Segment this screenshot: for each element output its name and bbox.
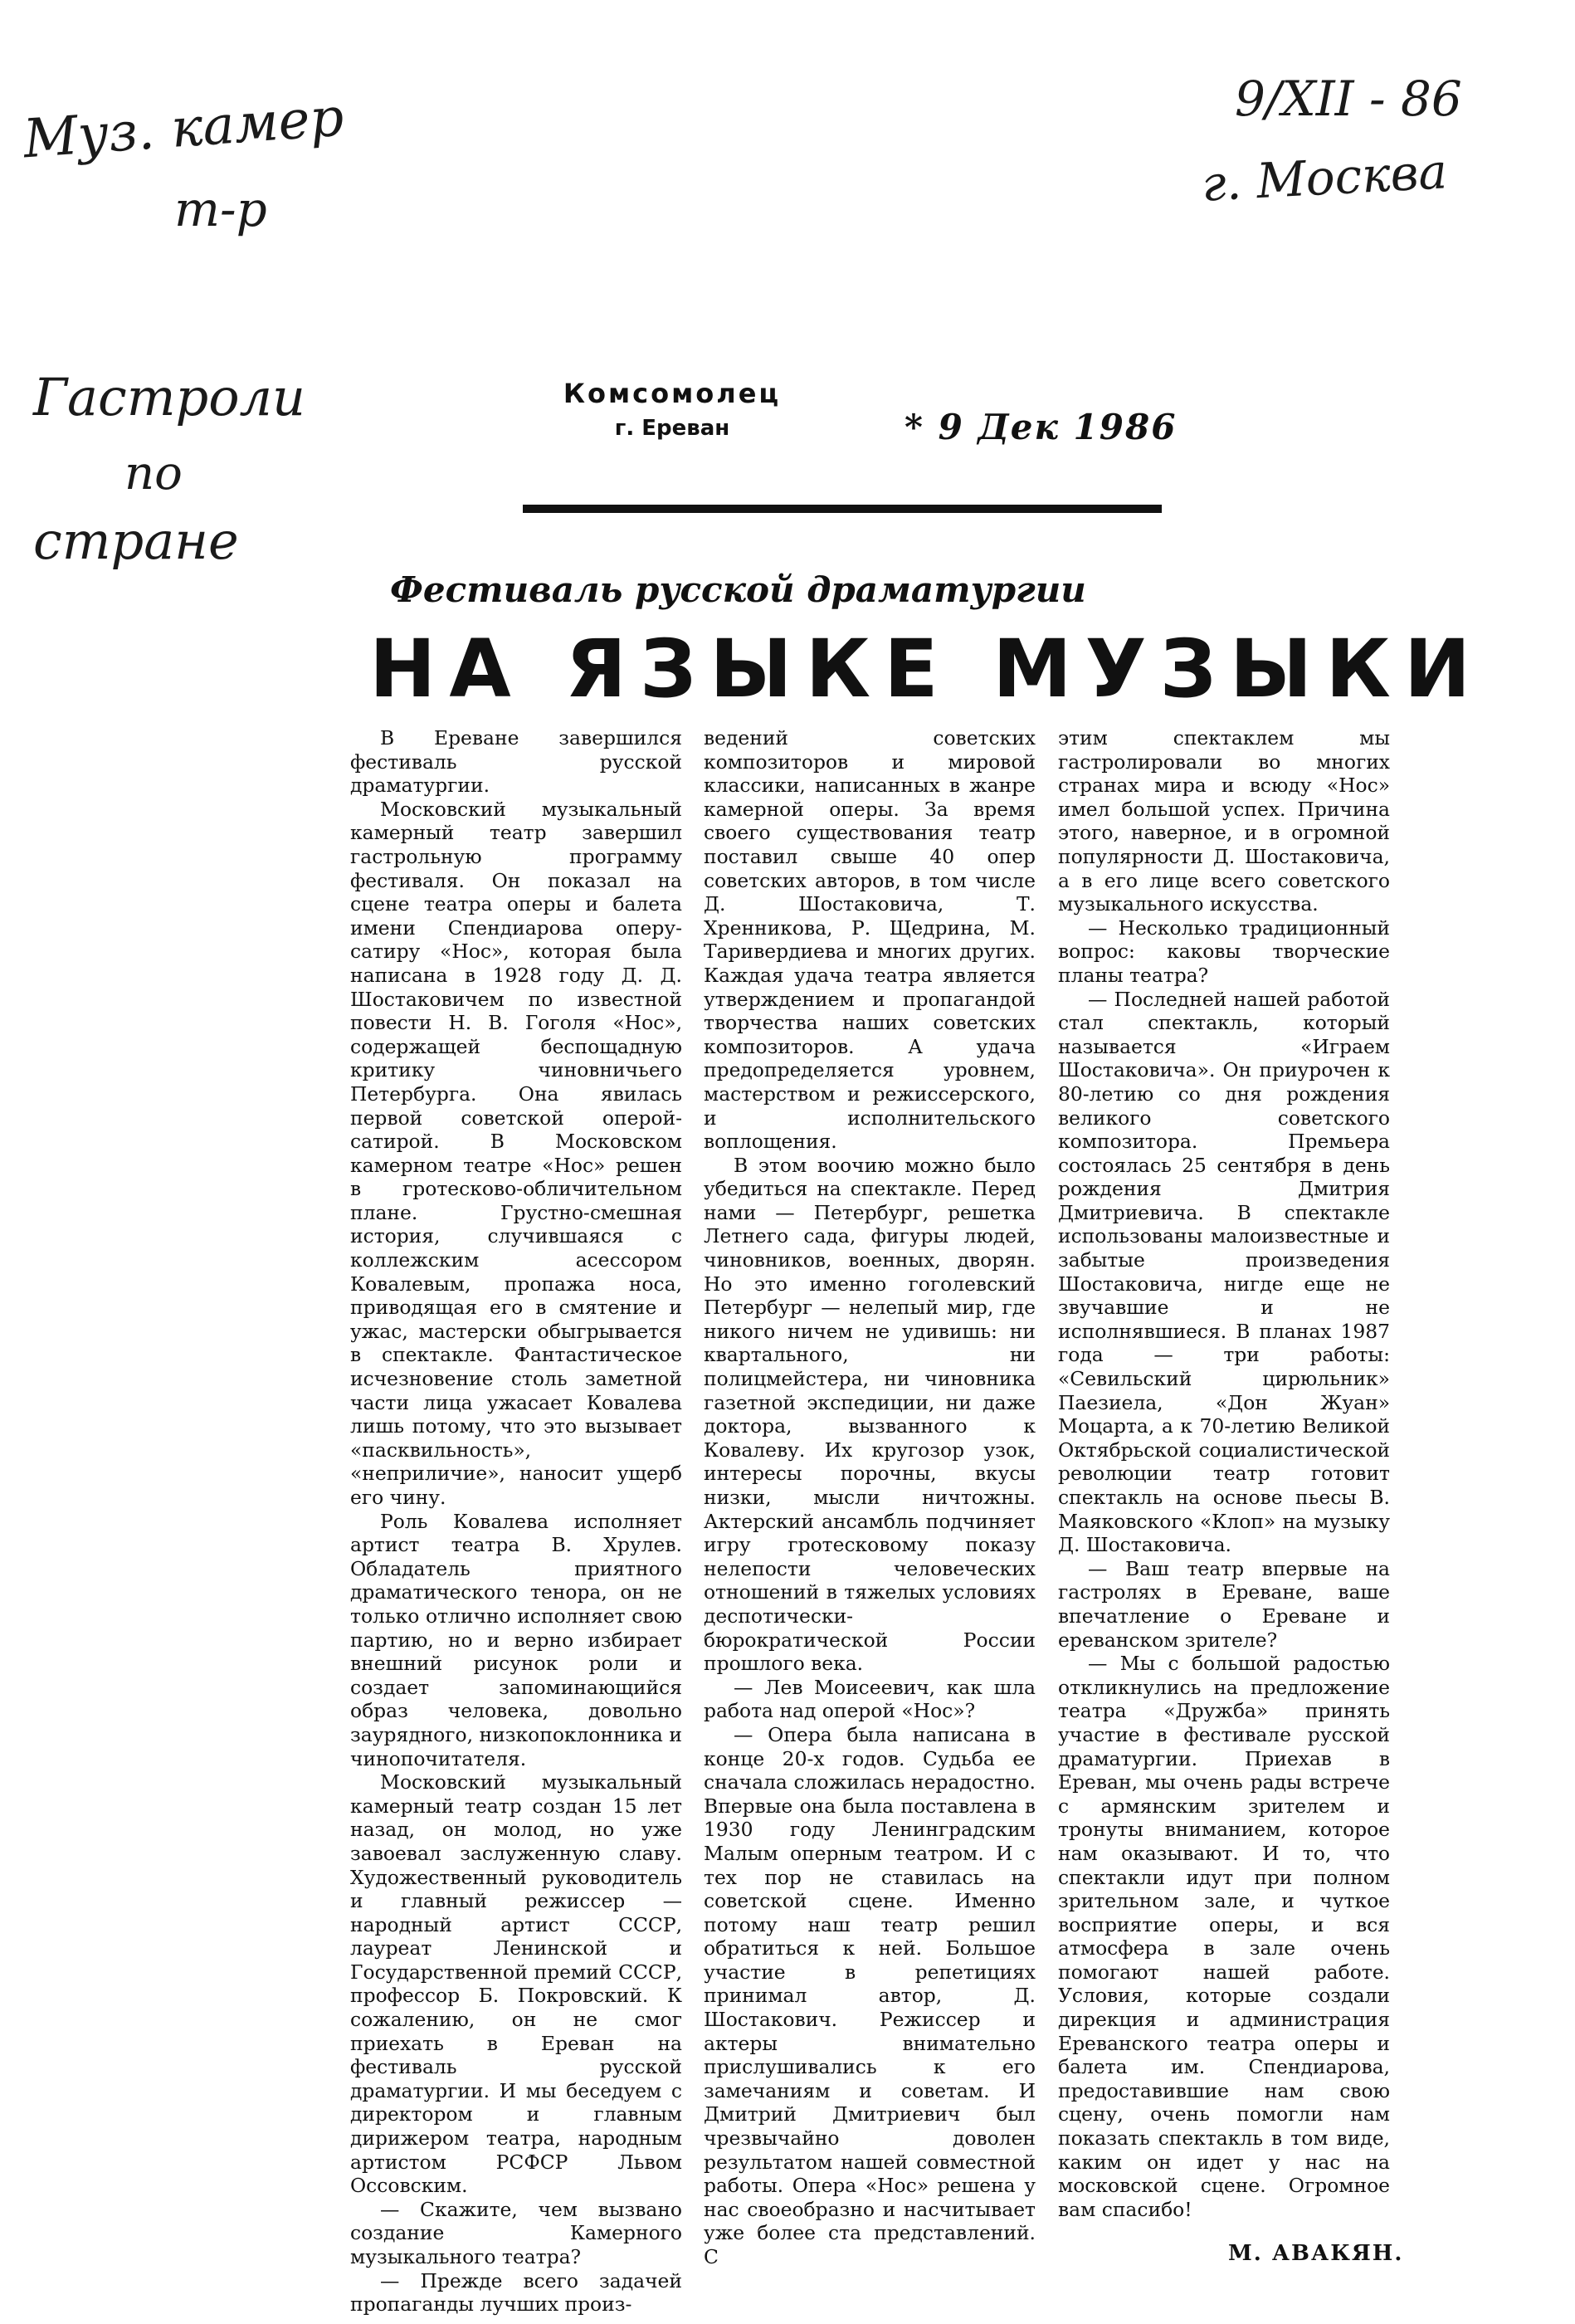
paragraph: Роль Ковалева исполняет артист театра В. Хрулев. Обладатель приятного драматического тенора, он не только отлично исполняет свою партию, но и верно избирает внешний рисунок роли и создает запоминающийся образ человека, довольно заурядного, низкопоклонника и чинопочитателя. — [350, 1509, 682, 1770]
handwritten-note-left-2: по — [124, 447, 183, 500]
newspaper-city: г. Ереван — [614, 416, 730, 441]
paragraph: — Скажите, чем вызвано создание Камерного музыкального театра? — [350, 2197, 682, 2268]
masthead-rule — [523, 505, 1162, 513]
handwritten-note-top-left: Муз. камер — [21, 86, 346, 171]
newspaper-masthead — [498, 378, 846, 441]
paragraph: — Опера была написана в конце 20-х годов. Судьба ее сначала сложилась нерадостно. Впервые она была поставлена в 1930 году Ленинградским Малым оперным театром. И с тех пор не ставилась на советской сцене. Именно потому наш театр решил обратиться к ней. Большое участие в репетициях принимал автор, Д. Шостакович. Режиссер и актеры внимательно прислушивались к его замечаниям и советам. И Дмитрий Дмитриевич был чрезвычайно доволен результатом нашей совместной работы. Опера «Нос» решена у нас своеобразно и насчитывает уже более ста представлений. С — [704, 1722, 1036, 2268]
paragraph: В Ереване завершился фестиваль русской драматургии. — [350, 726, 682, 798]
article-column-3 — [1058, 726, 1390, 2221]
paragraph: — Мы с большой радостью откликнулись на предложение театра «Дружба» принять участие в фестивале русской драматургии. Приехав в Ереван, мы очень рады встрече с армянским зрителем и тронуты вниманием, которое нам оказывают. И то, что спектакли идут при полном зрительном зале, и чуткое восприятие оперы, и вся атмосфера в зале очень помогают нашей работе. Условия, которые создали дирекция и администрация Ереванского театра оперы и балета им. Спендиарова, предоставившие нам свою сцену, очень помогли нам показать спектакль в том виде, каким он идет у нас на московской сцене. Огромное вам спасибо! — [1058, 1652, 1390, 2221]
paragraph: В этом воочию можно было убедиться на спектакле. Перед нами — Петербург, решетка Летнего сада, фигуры людей, чиновников, военных, дворян. Но это именно гоголевский Петербург — нелепый мир, где никого ничем не удивишь: ни квартального, ни полицмейстера, ни чиновника газетной экспедиции, ни даже доктора, вызванного к Ковалеву. Их кругозор узок, интересы порочны, вкусы низки, мысли ничтожны. Актерский ансамбль подчиняет игру гротесковому показу нелепости человеческих отношений в тяжелых условиях деспотически-бюрократической России прошлого века. — [704, 1153, 1036, 1676]
article-column-2 — [704, 726, 1036, 2269]
paragraph: Московский музыкальный камерный театр завершил гастрольную программу фестиваля. Он показал на сцене театра оперы и балета имени Спендиарова оперу-сатиру «Нос», которая была написана в 1928 году Д. Д. Шостаковичем по известной повести Н. В. Гоголя «Нос», содержащей беспощадную критику чиновничьего Петербурга. Она явилась первой советской оперой-сатирой. В Московском камерном театре «Нос» решен в гротесково-обличительном плане. Грустно-смешная история, случившаяся с коллежским асессором Ковалевым, пропажа носа, приводящая его в смятение и ужас, мастерски обыгрывается в спектакле. Фантастическое исчезновение столь заметной части лица ужасает Ковалева лишь потому, что это вызывает «пасквильность», «неприличие», наносит ущерб его чину. — [350, 797, 682, 1509]
paragraph: Московский музыкальный камерный театр создан 15 лет назад, он молод, но уже завоевал заслуженную славу. Художественный руководитель и главный режиссер — народный артист СССР, лауреат Ленинской и Государственной премий СССР, профессор Б. Покровский. К сожалению, он не смог приехать в Ереван на фестиваль русской драматургии. И мы беседуем с директором и главным дирижером театра, народным артистом РСФСР Львом Оссовским. — [350, 1770, 682, 2198]
author-signature: М. АВАКЯН. — [1228, 2241, 1404, 2266]
paragraph: этим спектаклем мы гастролировали во многих странах мира и всюду «Нос» имел большой успех. Причина этого, наверное, и в огромной популярности Д. Шостаковича, а в его лице всего советского музыкального искусства. — [1058, 726, 1390, 916]
handwritten-date: 9/XII - 86 — [1235, 71, 1462, 127]
paragraph: — Последней нашей работой стал спектакль, который называется «Играем Шостаковича». Он приурочен к 80-летию со дня рождения великого советского композитора. Премьера состоялась 25 сентября в день рождения Дмитрия Дмитриевича. В спектакле использованы малоизвестные и забытые произведения Шостаковича, нигде еще не звучавшие и не исполнявшиеся. В планах 1987 года — три работы: «Севильский цирюльник» Паезиела, «Дон Жуан» Моцарта, а к 70-летию Великой Октябрьской социалистической революции театр готовит спектакль на основе пьесы В. Маяковского «Клоп» на музыку Д. Шостаковича. — [1058, 987, 1390, 1557]
paragraph: — Прежде всего задачей пропаганды лучших произ- — [350, 2268, 682, 2317]
handwritten-note-left-3: стране — [33, 510, 239, 571]
paragraph: — Ваш театр впервые на гастролях в Ереване, ваше впечатление о Ереване и ереванском зрителе? — [1058, 1556, 1390, 1652]
handwritten-city: г. Москва — [1200, 143, 1449, 212]
paragraph: — Несколько традиционный вопрос: каковы творческие планы театра? — [1058, 915, 1390, 987]
article-headline: НА ЯЗЫКЕ МУЗЫКИ — [369, 622, 1485, 715]
handwritten-note-left-1: Гастроли — [33, 367, 305, 427]
paragraph: ведений советских композиторов и мировой классики, написанных в жанре камерной оперы. За время своего существования театр поставил свыше 40 опер советских авторов, в том числе Д. Шостаковича, Т. Хренникова, Р. Щедрина, М. Таривердиева и многих других. Каждая удача театра является утверждением и пропагандой творчества наших советских композиторов. А удача предопределяется уровнем, мастерством и режиссерского, и исполнительского воплощения. — [704, 726, 1036, 1154]
newspaper-name: Комсомолец — [563, 378, 782, 409]
article-column-1 — [350, 726, 682, 2317]
paragraph: — Лев Моисеевич, как шла работа над оперой «Нос»? — [704, 1675, 1036, 1723]
article-rubric: Фестиваль русской драматургии — [390, 569, 1086, 610]
handwritten-note-top-left-sub: т-р — [174, 181, 267, 237]
date-stamp: * 9 Дек 1986 — [905, 407, 1178, 447]
